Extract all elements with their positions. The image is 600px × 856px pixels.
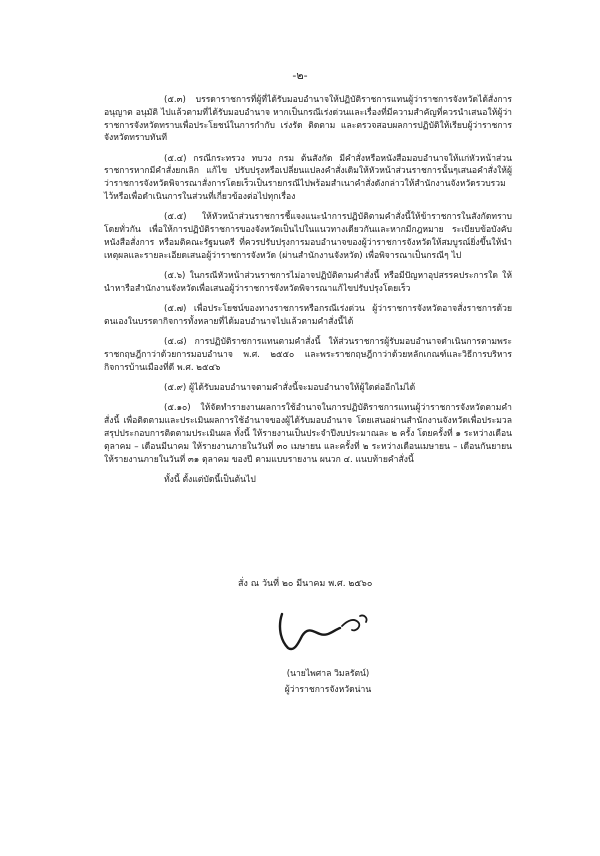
paragraph-5-10 (104, 402, 512, 466)
signature-image (268, 600, 378, 658)
paragraph-5-7 (104, 303, 512, 329)
sign-date: สั่ง ณ วันที่ ๒๐ มีนาคม พ.ศ. ๒๕๖๐ (238, 579, 373, 589)
signer-name: (นายไพศาล วิมลรัตน์) (286, 669, 370, 679)
document-body (104, 94, 512, 487)
paragraph-5-3-text: (๕.๓) บรรดาราชการที่ผู้ที่ได้รับมอบอำนาจให้ปฏิบัติราชการแทนผู้ว่าราชการจังหวัดได้สั่งการ อนุญาต อนุมัติ ไปแล้วตามที่ได้รับมอบอำนาจ หากเป็นกรณีเร่งด่วนและเรื่องที่มีความสำคัญที่ควรนำเสนอให้ผู้ว่าราชการจังหวัดทราบเพื่อประโยชน์ในการกำกับ เร่งรัด ติดตาม และตรวจสอบผลการปฏิบัติให้เรียบผู้ว่าราชการจังหวัดทราบทันที (104, 95, 512, 144)
paragraph-5-7-text: (๕.๗) เพื่อประโยชน์ของทางราชการหรือกรณีเร่งด่วน ผู้ว่าราชการจังหวัดอาจสั่งราชการด้วยตนเองในบรรดากิจการทั้งหลายที่ได้มอบอำนาจไปแล้วตามคำสั่งนี้ได้ (104, 304, 512, 327)
paragraph-5-5 (104, 211, 512, 262)
paragraph-5-8-text: (๕.๘) การปฏิบัติราชการแทนตามคำสั่งนี้ ให้ส่วนราชการผู้รับมอบอำนาจดำเนินการตามพระราชกฤษฎีกาว่าด้วยการมอบอำนาจ พ.ศ. ๒๕๕๐ และพระราชกฤษฎีกาว่าด้วยหลักเกณฑ์และวิธีการบริหารกิจการบ้านเมืองที่ดี พ.ศ. ๒๕๔๖ (104, 337, 512, 373)
paragraph-5-6-text: (๕.๖) ในกรณีหัวหน้าส่วนราชการไม่อาจปฏิบัติตามคำสั่งนี้ หรือมีปัญหาอุปสรรคประการใด ให้นำหารือสำนักงานจังหวัดเพื่อเสนอผู้ว่าราชการจังหวัดพิจารณาแก้ไขปรับปรุงโดยเร็ว (104, 271, 512, 294)
page-number: -๒- (292, 69, 308, 82)
closing-statement (104, 474, 512, 487)
signer-title: ผู้ว่าราชการจังหวัดน่าน (284, 685, 372, 695)
paragraph-5-10-text: (๕.๑๐) ให้จัดทำรายงานผลการใช้อำนาจในการปฏิบัติราชการแทนผู้ว่าราชการจังหวัดตามคำสั่งนี้ เพื่อติดตามและประเมินผลการใช้อำนาจของผู้ได้รับมอบอำนาจ โดยเสนอผ่านสำนักงานจังหวัดเพื่อประมวลสรุปประกอบการติดตามประเมินผล ทั้งนี้ ให้รายงานเป็นประจำปีงบประมาณละ ๒ ครั้ง โดยครั้งที่ ๑ ระหว่างเดือนตุลาคม – เดือนมีนาคม ให้รายงานภายในวันที่ ๓๐ เมษายน และครั้งที่ ๒ ระหว่างเดือนเมษายน – เดือนกันยายน ให้รายงานภายในวันที่ ๓๑ ตุลาคม ของปี ตามแบบรายงาน ผนวก ๔. แนบท้ายคำสั่งนี้ (104, 403, 512, 465)
closing-text: ทั้งนี้ ตั้งแต่บัดนี้เป็นต้นไป (164, 474, 256, 485)
signature-stroke-main (280, 614, 340, 649)
paragraph-5-4-text: (๕.๔) กรณีกระทรวง ทบวง กรม ต้นสังกัด มีคำสั่งหรือหนังสือมอบอำนาจให้แก่หัวหน้าส่วนราชการหากมีคำสั่งยกเลิก แก้ไข ปรับปรุงหรือเปลี่ยนแปลงคำสั่งเดิมให้หัวหน้าส่วนราชการนั้นๆเสนอคำสั่งให้ผู้ว่าราชการจังหวัดพิจารณาสั่งการโดยเร็วเป็นรายกรณีไปพร้อมสำเนาคำสั่งดังกล่าวให้สำนักงานจังหวัดรวบรวมไว้หรือเพื่อดำเนินการในส่วนที่เกี่ยวข้องต่อไปทุกเรื่อง (104, 153, 512, 203)
paragraph-5-8 (104, 336, 512, 374)
paragraph-5-3 (104, 94, 512, 145)
signature-stroke-tail (342, 615, 367, 630)
paragraph-5-4 (104, 153, 512, 204)
paragraph-5-6 (104, 270, 512, 296)
paragraph-5-5-text: (๕.๕) ให้หัวหน้าส่วนราชการชี้แจงแนะนำการปฏิบัติตามคำสั่งนี้ให้ข้าราชการในสังกัดทราบโดยทั่วกัน เพื่อให้การปฏิบัติราชการของจังหวัดเป็นไปในแนวทางเดียวกันและหากมีกฎหมาย ระเบียบข้อบังคับ หนังสือสั่งการ หรือมติคณะรัฐมนตรี ที่ควรปรับปรุงการมอบอำนาจของผู้ว่าราชการจังหวัดให้สมบูรณ์ยิ่งขึ้นให้นำเหตุผลและรายละเอียดเสนอผู้ว่าราชการจังหวัด (ผ่านสำนักงานจังหวัด) เพื่อพิจารณาเป็นกรณีๆ ไป (104, 212, 512, 261)
paragraph-5-9 (104, 382, 512, 395)
paragraph-5-9-text: (๕.๙) ผู้ได้รับมอบอำนาจตามคำสั่งนี้จะมอบอำนาจให้ผู้ใดต่ออีกไม่ได้ (164, 383, 416, 394)
